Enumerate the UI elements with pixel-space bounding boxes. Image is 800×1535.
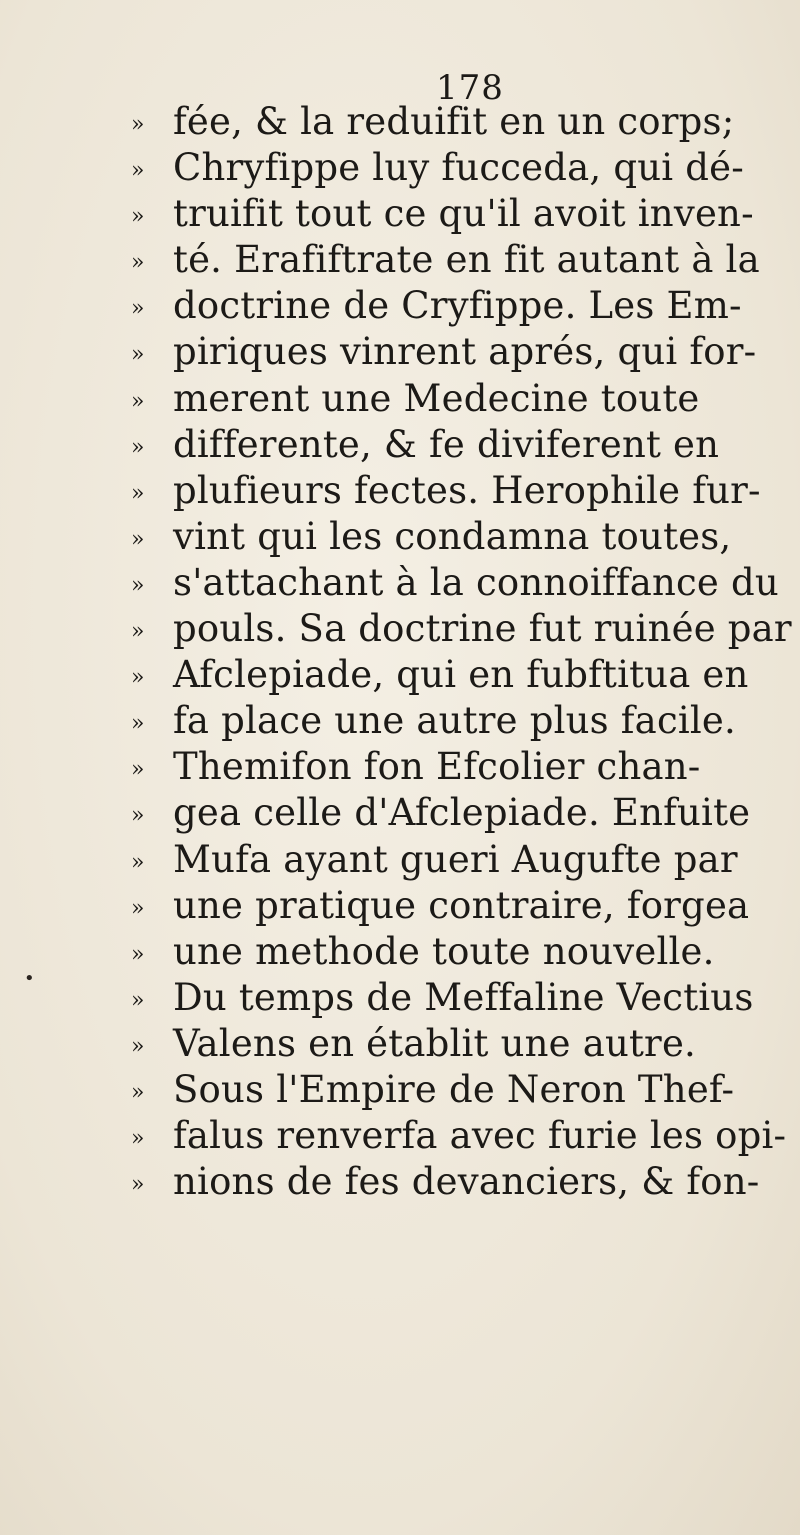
- text-line: [0, 653, 800, 699]
- quote-mark: »: [131, 296, 145, 322]
- text-block: [0, 100, 800, 1206]
- quote-mark: »: [131, 204, 145, 230]
- quote-mark: »: [131, 112, 145, 137]
- text-line: [0, 515, 800, 561]
- quote-mark: »: [131, 895, 145, 921]
- text-line: [0, 284, 800, 330]
- quote-mark: »: [131, 757, 145, 783]
- line-text: merent une Medecine toute: [173, 376, 700, 420]
- text-line: [0, 930, 800, 976]
- quote-mark: »: [131, 665, 145, 691]
- margin-mark: •: [24, 968, 35, 989]
- line-text: fée, & la reduifit en un corps;: [173, 100, 735, 143]
- line-text: truifit tout ce qu'il avoit inven-: [173, 192, 754, 236]
- text-line: [0, 1114, 800, 1160]
- line-text: Sous l'Empire de Neron Thef-: [173, 1067, 735, 1111]
- line-text: falus renverfa avec furie les opi-: [173, 1114, 787, 1158]
- quote-mark: »: [131, 849, 145, 875]
- text-line: [0, 884, 800, 930]
- line-text: Themifon fon Efcolier chan-: [173, 745, 701, 789]
- line-text: Du temps de Meffaline Vectius: [173, 975, 754, 1019]
- line-text: Mufa ayant gueri Augufte par: [173, 837, 738, 881]
- quote-mark: »: [131, 941, 145, 967]
- line-text: Valens en établit une autre.: [173, 1021, 697, 1065]
- quote-mark: »: [131, 1033, 145, 1059]
- quote-mark: »: [131, 1079, 145, 1105]
- quote-mark: »: [131, 1172, 145, 1198]
- quote-mark: »: [131, 250, 145, 276]
- text-line: [0, 423, 800, 469]
- line-text: doctrine de Cryfippe. Les Em-: [173, 284, 742, 328]
- text-line: [0, 838, 800, 884]
- line-text: plufieurs fectes. Herophile fur-: [173, 468, 761, 512]
- text-line: [0, 791, 800, 837]
- text-line: [0, 976, 800, 1022]
- line-text: vint qui les condamna toutes,: [173, 514, 732, 558]
- line-text: differente, & fe diviferent en: [173, 422, 720, 466]
- line-text: Chryfippe luy fucceda, qui dé-: [173, 146, 744, 190]
- quote-mark: »: [131, 158, 145, 184]
- quote-mark: »: [131, 1126, 145, 1152]
- quote-mark: »: [131, 803, 145, 829]
- text-line: [0, 745, 800, 791]
- line-text: s'attachant à la connoiffance du: [173, 560, 779, 604]
- text-line: [0, 699, 800, 745]
- quote-mark: »: [131, 388, 145, 414]
- quote-mark: »: [131, 987, 145, 1013]
- text-line: [0, 146, 800, 192]
- line-text: nions de fes devanciers, & fon-: [173, 1160, 760, 1204]
- text-line: [0, 192, 800, 238]
- text-line: [0, 469, 800, 515]
- line-text: une methode toute nouvelle.: [173, 929, 715, 973]
- text-line: [0, 561, 800, 607]
- text-line: [0, 1068, 800, 1114]
- text-line: [0, 1160, 800, 1206]
- text-line: [0, 330, 800, 376]
- quote-mark: »: [131, 342, 145, 368]
- line-text: té. Erafiftrate en fit autant à la: [173, 238, 760, 282]
- line-text: fa place une autre plus facile.: [173, 699, 736, 743]
- line-text: Afclepiade, qui en fubftitua en: [173, 653, 749, 697]
- line-text: gea celle d'Afclepiade. Enfuite: [173, 791, 751, 835]
- quote-mark: »: [131, 619, 145, 645]
- text-line: [0, 377, 800, 423]
- page-number: 178: [436, 68, 504, 108]
- text-line: [0, 1022, 800, 1068]
- quote-mark: »: [131, 572, 145, 598]
- quote-mark: »: [131, 526, 145, 552]
- line-text: piriques vinrent aprés, qui for-: [173, 330, 757, 374]
- line-text: une pratique contraire, forgea: [173, 883, 750, 927]
- quote-mark: »: [131, 434, 145, 460]
- text-line: [0, 607, 800, 653]
- text-line: [0, 100, 800, 146]
- line-text: pouls. Sa doctrine fut ruinée par: [173, 607, 792, 651]
- quote-mark: »: [131, 711, 145, 737]
- text-line: [0, 238, 800, 284]
- quote-mark: »: [131, 480, 145, 506]
